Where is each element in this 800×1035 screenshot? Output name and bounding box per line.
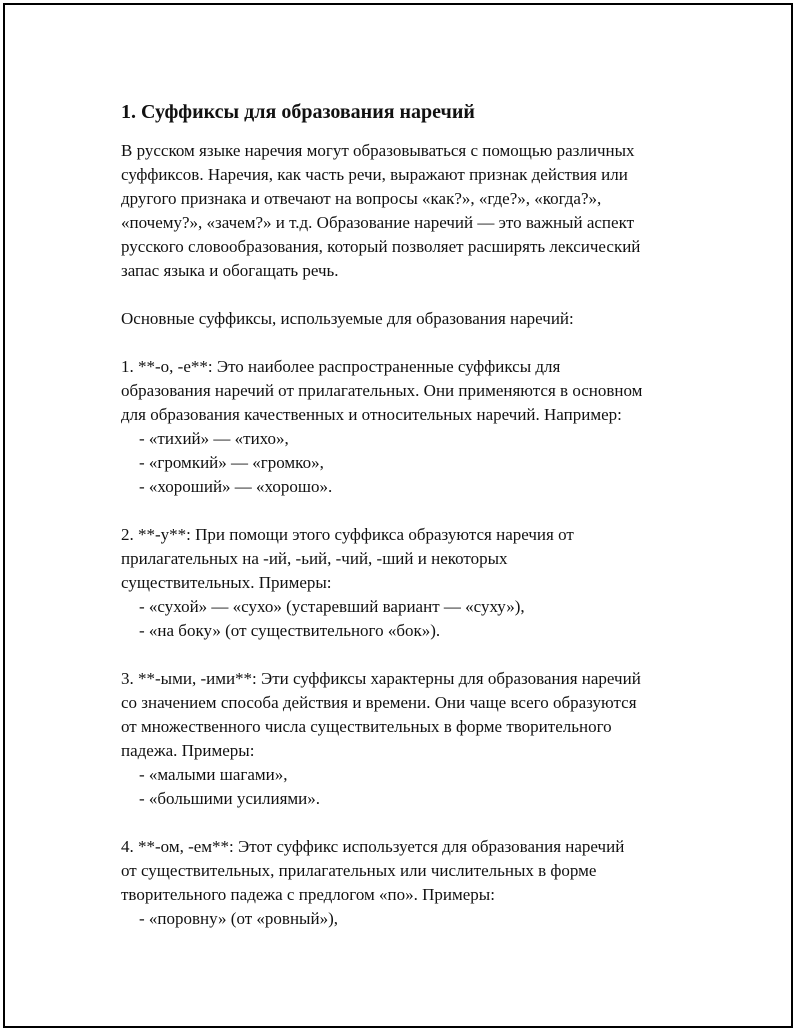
example-item: - «на боку» (от существительного «бок»). <box>139 621 441 640</box>
suffix-section-2 <box>121 523 721 643</box>
section-line: 4. **-ом, -ем**: Этот суффикс используется для образования наречий <box>121 837 625 856</box>
example-item: - «малыми шагами», <box>139 765 288 784</box>
section-line: существительных. Примеры: <box>121 573 332 592</box>
section-line: образования наречий от прилагательных. Они применяются в основном <box>121 381 643 400</box>
section-line: со значением способа действия и времени. Они чаще всего образуются <box>121 693 637 712</box>
example-item: - «большими усилиями». <box>139 789 321 808</box>
example-item: - «сухой» — «сухо» (устаревший вариант — «суху»), <box>139 597 525 616</box>
example-item: - «поровну» (от «ровный»), <box>139 909 338 928</box>
section-heading: 1. Суффиксы для образования наречий <box>121 101 475 123</box>
section-line: падежа. Примеры: <box>121 741 255 760</box>
example-item: - «тихий» — «тихо», <box>139 429 289 448</box>
intro-line: русского словообразования, который позволяет расширять лексический <box>121 237 641 256</box>
example-item: - «громкий» — «громко», <box>139 453 324 472</box>
document-content <box>121 100 721 955</box>
suffix-section-3 <box>121 667 721 811</box>
section-line: 2. **-у**: При помощи этого суффикса образуются наречия от <box>121 525 574 544</box>
section-line: 1. **-о, -е**: Это наиболее распространенные суффиксы для <box>121 357 561 376</box>
intro-line: другого признака и отвечают на вопросы «как?», «где?», «когда?», <box>121 189 602 208</box>
intro-paragraph <box>121 139 721 283</box>
suffix-section-1 <box>121 355 721 499</box>
section-line: от множественного числа существительных в форме творительного <box>121 717 612 736</box>
section-line: 3. **-ыми, -ими**: Эти суффиксы характерны для образования наречий <box>121 669 641 688</box>
example-item: - «хороший» — «хорошо». <box>139 477 333 496</box>
lead-paragraph: Основные суффиксы, используемые для образования наречий: <box>121 309 574 328</box>
intro-line: запас языка и обогащать речь. <box>121 261 339 280</box>
section-line: прилагательных на -ий, -ьий, -чий, -ший и некоторых <box>121 549 508 568</box>
intro-line: В русском языке наречия могут образовываться с помощью различных <box>121 141 635 160</box>
intro-line: «почему?», «зачем?» и т.д. Образование наречий — это важный аспект <box>121 213 635 232</box>
section-line: от существительных, прилагательных или числительных в форме <box>121 861 597 880</box>
section-line: для образования качественных и относительных наречий. Например: <box>121 405 622 424</box>
suffix-section-4 <box>121 835 721 931</box>
document-page <box>3 3 793 1028</box>
intro-line: суффиксов. Наречия, как часть речи, выражают признак действия или <box>121 165 628 184</box>
section-line: творительного падежа с предлогом «по». Примеры: <box>121 885 495 904</box>
